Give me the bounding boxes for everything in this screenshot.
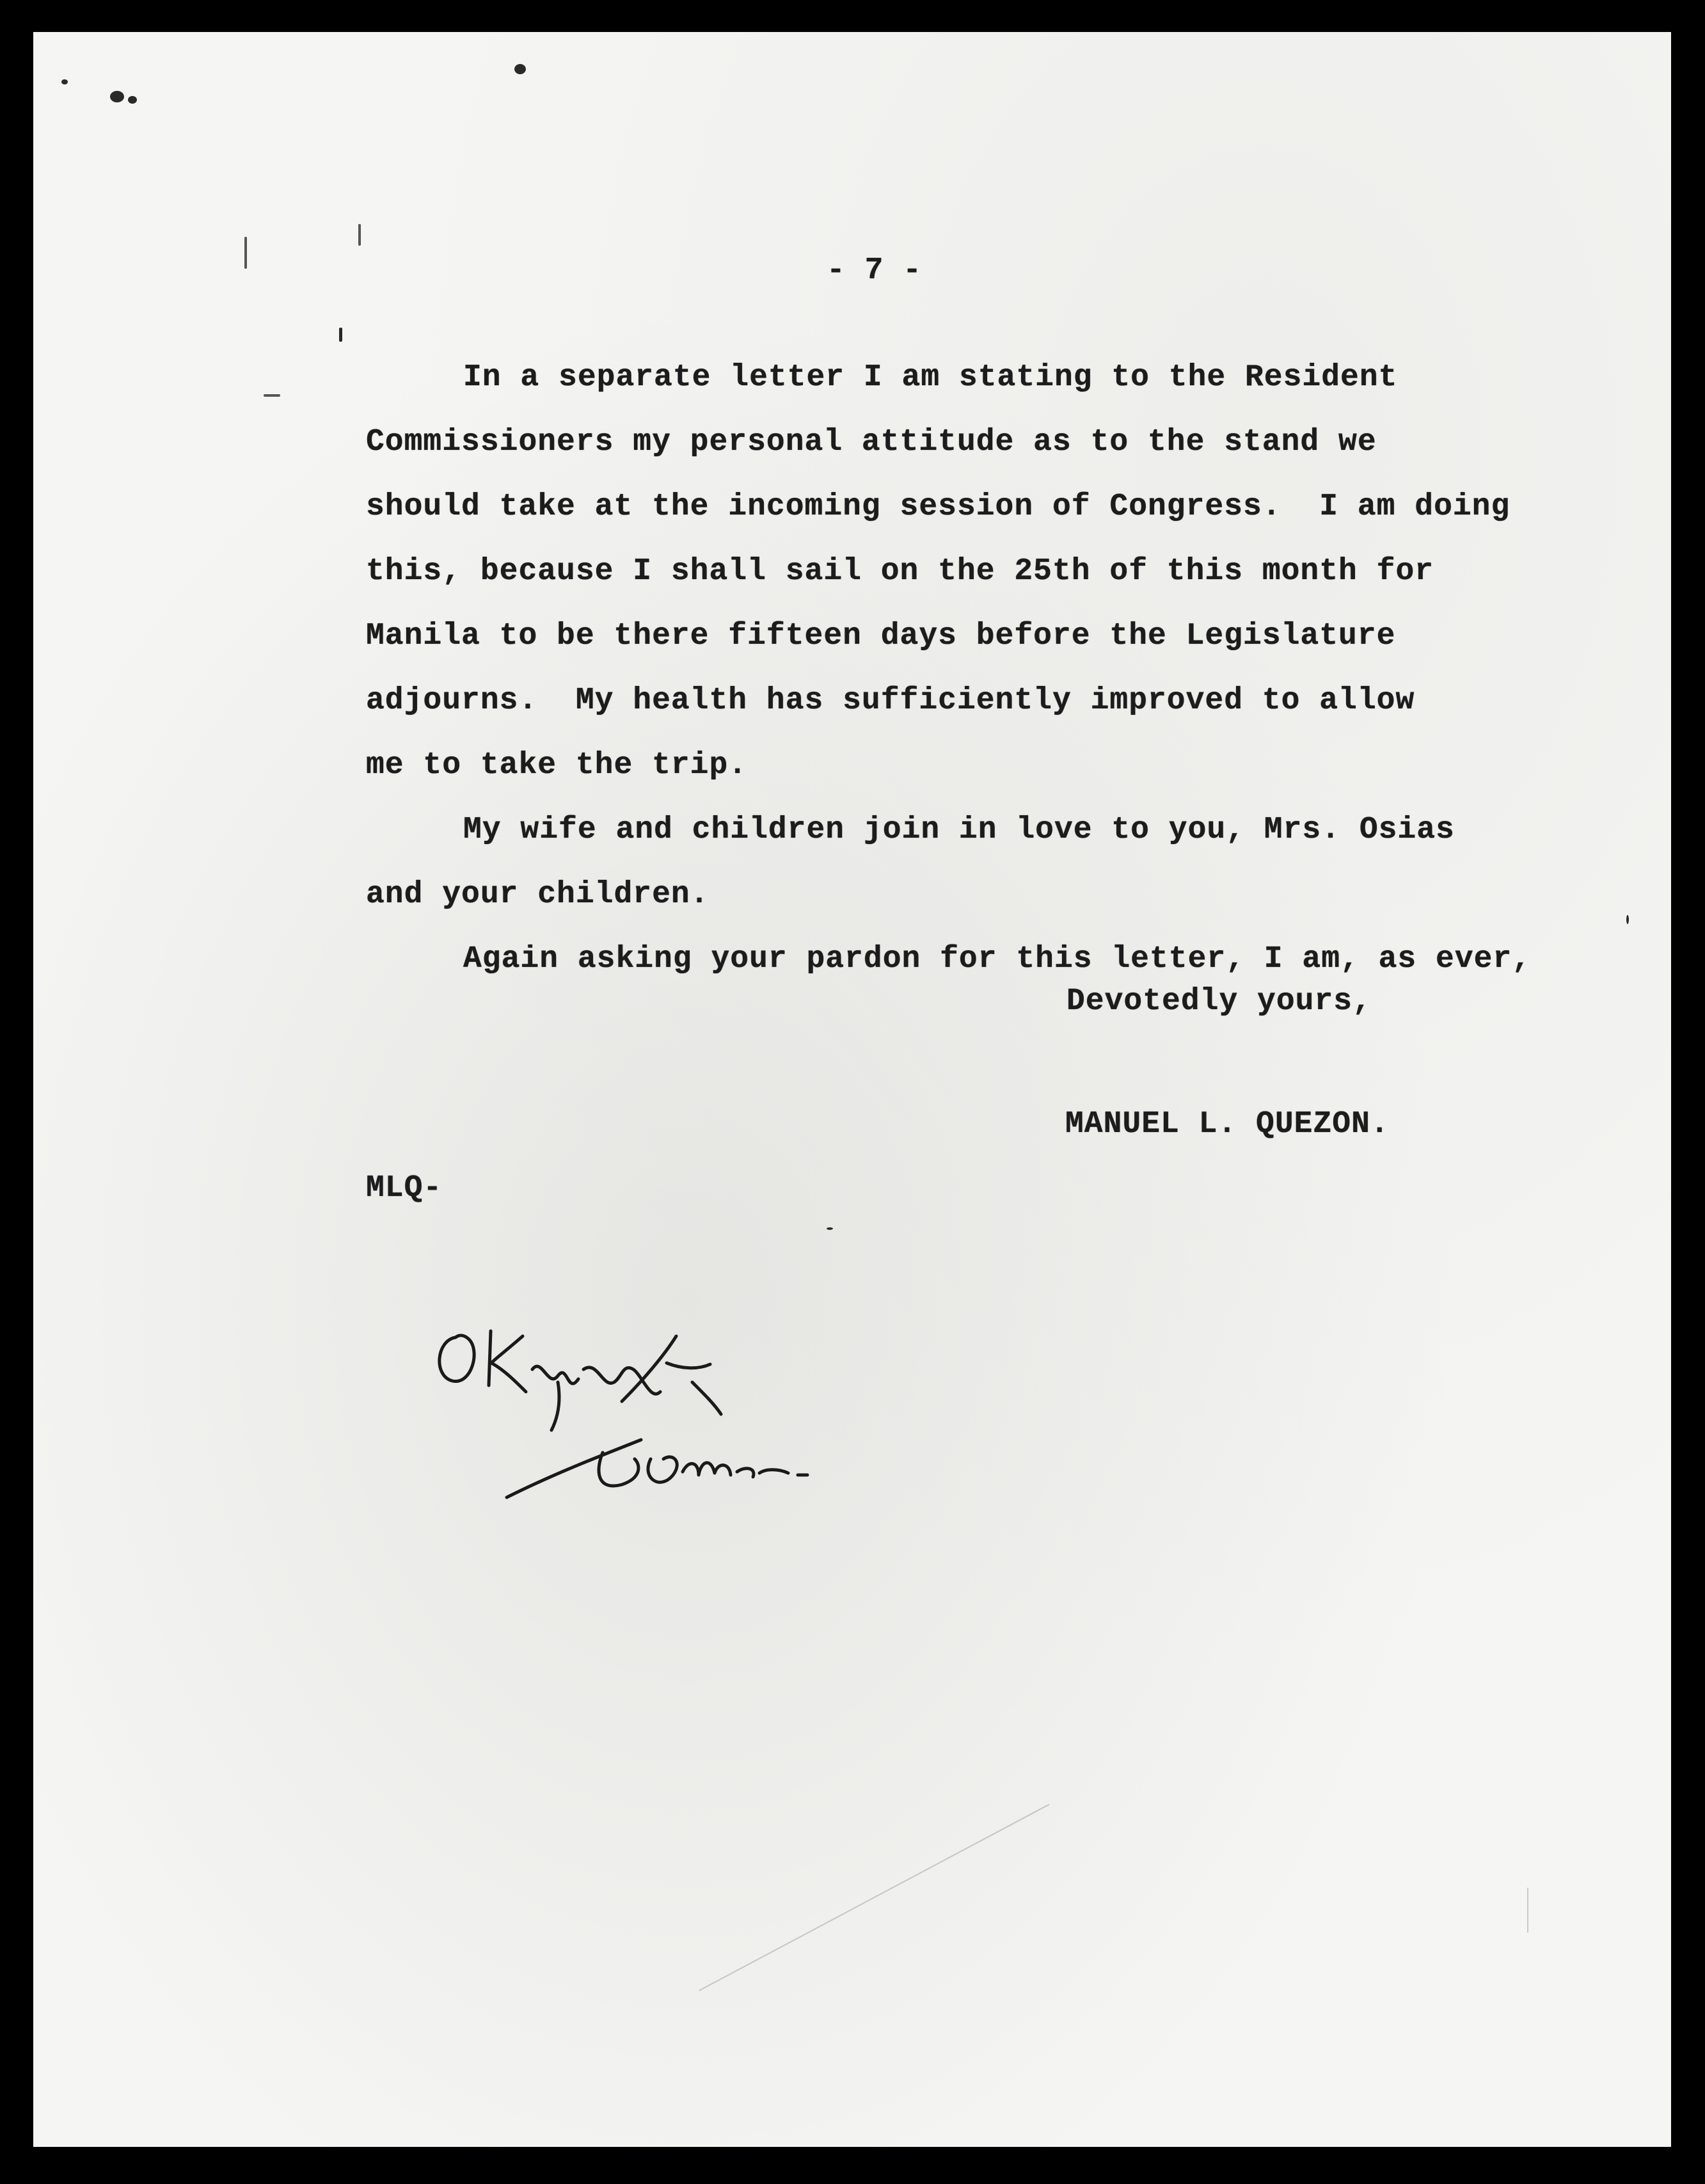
- scan-artifact: [1527, 1888, 1528, 1933]
- body-line: Manila to be there fifteen days before the Legislature: [366, 619, 1396, 653]
- letter-paper: [33, 32, 1671, 2147]
- handwritten-signature: [430, 1305, 891, 1536]
- scan-speck: [827, 1227, 833, 1230]
- body-line: this, because I shall sail on the 25th of this month for: [366, 554, 1434, 589]
- typist-initials: MLQ-: [366, 1171, 443, 1206]
- paragraph: [366, 346, 1614, 798]
- scan-speck: [514, 64, 526, 74]
- body-line: My wife and children join in love to you, Mrs. Osias: [463, 813, 1455, 847]
- scan-speck: [128, 96, 137, 104]
- body-line: should take at the incoming session of Congress. I am doing: [366, 490, 1511, 524]
- body-line: me to take the trip.: [366, 748, 748, 783]
- paragraph: [366, 798, 1614, 927]
- scan-speck: [244, 237, 247, 269]
- body-line: In a separate letter I am stating to the Resident: [463, 360, 1398, 395]
- scan-speck: [1626, 915, 1629, 924]
- scan-speck: [358, 224, 361, 246]
- scan-speck: [61, 79, 68, 84]
- body-line: Again asking your pardon for this letter, I am, as ever,: [463, 942, 1532, 976]
- scan-speck: [339, 328, 342, 342]
- body-line: Commissioners my personal attitude as to the stand we: [366, 425, 1377, 459]
- signer-name: MANUEL L. QUEZON.: [1065, 1107, 1390, 1142]
- letter-body: [366, 346, 1614, 992]
- scan-speck: [110, 91, 124, 102]
- body-line: adjourns. My health has sufficiently improved to allow: [366, 683, 1415, 718]
- body-line: and your children.: [366, 877, 710, 912]
- scan-artifact: [699, 1804, 1049, 1991]
- scan-speck: [264, 394, 280, 397]
- closing-salutation: Devotedly yours,: [1067, 984, 1372, 1019]
- page-number: - 7 -: [827, 253, 923, 288]
- paragraph: [366, 927, 1614, 992]
